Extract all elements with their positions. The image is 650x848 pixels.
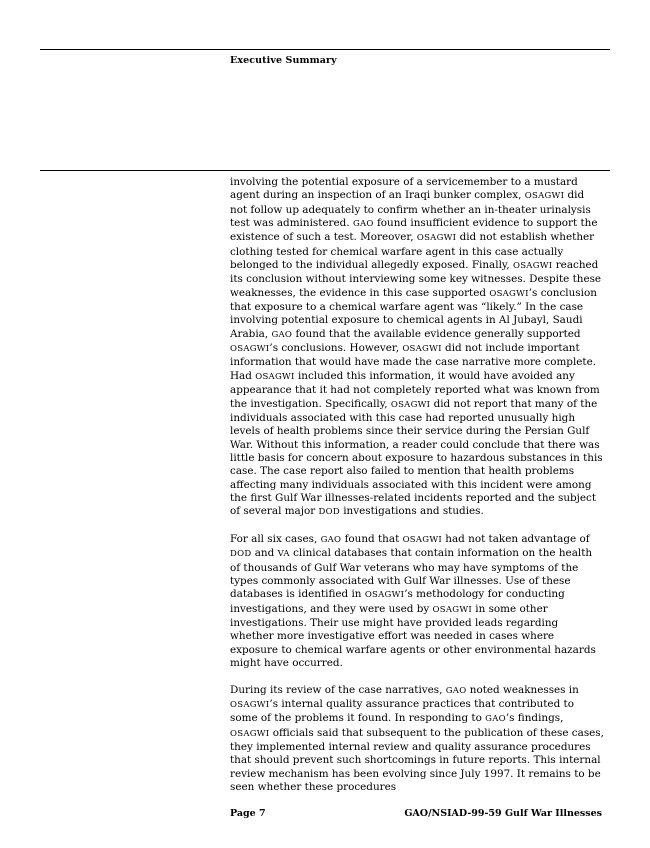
report-id: GAO/NSIAD-99-59 Gulf War Illnesses	[404, 808, 602, 819]
body-content	[230, 176, 604, 794]
header-rule	[40, 49, 610, 50]
page-number: Page 7	[230, 808, 266, 819]
paragraph-3: During its review of the case narratives, GAO noted weaknesses in OSAGWI’s internal quality assurance practices that contributed to some of the problems it found. In responding to GAO’s findings, OSAGWI officials said that subsequent to the publication of these cases, they implemented internal review and quality assurance procedures that should prevent such shortcomings in future reports. This internal review mechanism has been evolving since July 1997. It remains to be seen whether these procedures	[230, 683, 604, 794]
page-footer	[230, 808, 602, 819]
section-rule	[40, 170, 610, 171]
paragraph-2: For all six cases, GAO found that OSAGWI had not taken advantage of DOD and VA clinical databases that contain information on the health of thousands of Gulf War veterans who may have symptoms of the types commonly associated with Gulf War illnesses. Use of these databases is identified in OSAGWI’s methodology for conducting investigations, and they were used by OSAGWI in some other investigations. Their use might have provided leads regarding whether more investigative effort was needed in cases where exposure to chemical warfare agents or other environmental hazards might have occurred.	[230, 532, 596, 670]
running-header-title: Executive Summary	[230, 55, 337, 66]
paragraph-1: involving the potential exposure of a servicemember to a mustard agent during an inspection of an Iraqi bunker complex, OSAGWI did not follow up adequately to confirm whether an in-theater urinalysis test was administered. GAO found insufficient evidence to support the existence of such a test. Moreover, OSAGWI did not establish whether clothing tested for chemical warfare agent in this case actually belonged to the individual allegedly exposed. Finally, OSAGWI reached its conclusion without interviewing some key witnesses. Despite these weaknesses, the evidence in this case supported OSAGWI’s conclusion that exposure to a chemical warfare agent was “likely.” In the case involving potential exposure to chemical agents in Al Jubayl, Saudi Arabia, GAO found that the available evidence generally supported OSAGWI’s conclusions. However, OSAGWI did not include important information that would have made the case narrative more complete. Had OSAGWI included this information, it would have avoided any appearance that it had not completely reported what was known from the investigation. Specifically, OSAGWI did not report that many of the individuals associated with this case had reported unusually high levels of health problems since their service during the Persian Gulf War. Without this information, a reader could conclude that there was little basis for concern about exposure to hazardous substances in this case. The case report also failed to mention that health problems affecting many individuals associated with this incident were among the first Gulf War illnesses-related incidents reported and the subject of several major DOD investigations and studies.	[230, 176, 603, 518]
